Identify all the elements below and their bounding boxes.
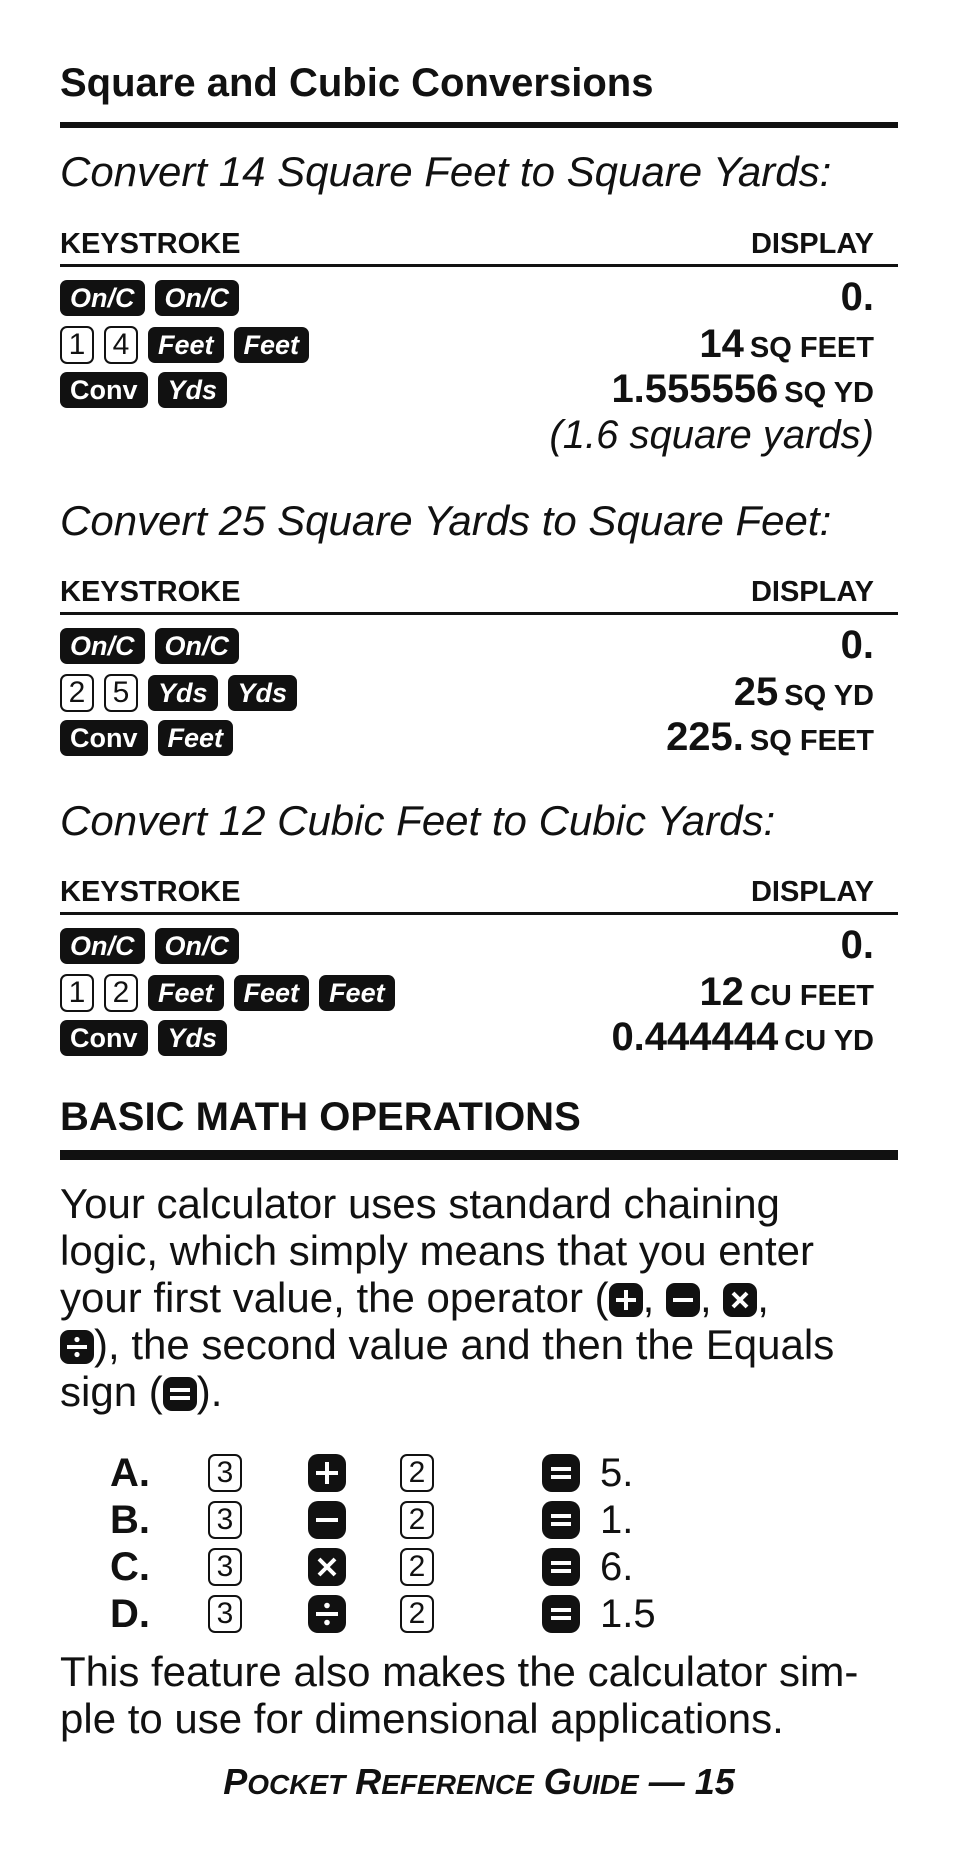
display-unit: CU YD (784, 1025, 874, 1057)
math-result: 6. (600, 1545, 634, 1589)
times-key-icon[interactable] (308, 1548, 346, 1586)
closing-paragraph (60, 1648, 898, 1742)
on-c-key[interactable]: On/C (155, 628, 240, 664)
yds-key[interactable]: Yds (148, 675, 218, 711)
feet-key[interactable]: Feet (234, 975, 310, 1011)
keystroke-header: KEYSTROKE (60, 576, 241, 608)
paragraph-line: Your calculator uses standard chaining (60, 1180, 780, 1227)
display-value: 25 (733, 670, 779, 714)
conv-key[interactable]: Conv (60, 1020, 148, 1056)
equals-key-icon[interactable] (542, 1548, 580, 1586)
math-example-row (60, 1544, 898, 1590)
on-c-key[interactable]: On/C (155, 928, 240, 964)
on-c-key[interactable]: On/C (60, 928, 145, 964)
display-unit: CU FEET (749, 980, 874, 1012)
display-row (699, 321, 874, 367)
keystroke-header: KEYSTROKE (60, 876, 241, 908)
display-value: 0. (840, 923, 874, 967)
digit-key[interactable]: 3 (208, 1454, 242, 1492)
equals-key-icon[interactable] (542, 1501, 580, 1539)
keystroke-row (60, 973, 395, 1013)
feet-key[interactable]: Feet (319, 975, 395, 1011)
digit-key[interactable]: 1 (60, 974, 94, 1012)
display-value: 0. (840, 275, 874, 319)
paragraph-line: ), the second value and then the Equals (60, 1321, 898, 1368)
feet-key[interactable]: Feet (158, 720, 234, 756)
plus-key-icon[interactable] (308, 1454, 346, 1492)
example-title-3: Convert 12 Cubic Feet to Cubic Yards: (60, 797, 776, 844)
keystroke-row (60, 370, 227, 410)
page-number: — 15 (648, 1761, 735, 1802)
display-unit: SQ FEET (749, 332, 874, 364)
feet-key[interactable]: Feet (148, 327, 224, 363)
keystroke-row (60, 626, 239, 666)
divider (60, 264, 898, 267)
feet-key[interactable]: Feet (148, 975, 224, 1011)
keystroke-row (60, 278, 239, 318)
conv-key[interactable]: Conv (60, 372, 148, 408)
display-row (666, 714, 874, 760)
divide-key-icon[interactable] (308, 1595, 346, 1633)
equals-key-icon (163, 1377, 197, 1411)
display-value: 1.555556 (611, 367, 779, 411)
digit-key[interactable]: 5 (104, 674, 138, 712)
example-title-2: Convert 25 Square Yards to Square Feet: (60, 497, 832, 544)
math-example-row (60, 1450, 898, 1496)
display-row (841, 922, 874, 968)
section-title: Square and Cubic Conversions (60, 61, 654, 105)
equals-key-icon[interactable] (542, 1454, 580, 1492)
display-header: DISPLAY (750, 876, 874, 908)
paragraph-line: sign ( ). (60, 1368, 223, 1415)
keystroke-row (60, 926, 239, 966)
digit-key[interactable]: 4 (104, 326, 138, 364)
digit-key[interactable]: 2 (60, 674, 94, 712)
keystroke-row (60, 325, 309, 365)
keystroke-row (60, 673, 297, 713)
divider (60, 122, 898, 128)
paragraph-line: logic, which simply means that you enter (60, 1227, 815, 1274)
digit-key[interactable]: 2 (400, 1548, 434, 1586)
display-row (611, 1014, 874, 1060)
yds-key[interactable]: Yds (158, 1020, 228, 1056)
divider (60, 912, 898, 915)
example-letter: B. (110, 1498, 150, 1542)
intro-paragraph (60, 1180, 898, 1415)
display-row (699, 969, 874, 1015)
display-unit: SQ FEET (749, 725, 874, 757)
digit-key[interactable]: 2 (400, 1595, 434, 1633)
on-c-key[interactable]: On/C (60, 628, 145, 664)
display-header: DISPLAY (750, 228, 874, 260)
display-row (841, 274, 874, 320)
times-key-icon (723, 1283, 757, 1317)
display-row (734, 669, 874, 715)
display-note (549, 412, 874, 458)
math-example-row (60, 1591, 898, 1637)
digit-key[interactable]: 1 (60, 326, 94, 364)
digit-key[interactable]: 3 (208, 1501, 242, 1539)
paragraph-line: This feature also makes the calculator sim- (60, 1648, 859, 1695)
yds-key[interactable]: Yds (158, 372, 228, 408)
math-example-row (60, 1497, 898, 1543)
display-value: 14 (699, 322, 744, 366)
display-header: DISPLAY (750, 576, 874, 608)
display-value: 0. (840, 623, 874, 667)
paragraph-line: ple to use for dimensional applications. (60, 1695, 784, 1742)
plus-key-icon (609, 1283, 643, 1317)
minus-key-icon (666, 1283, 700, 1317)
yds-key[interactable]: Yds (228, 675, 298, 711)
feet-key[interactable]: Feet (234, 327, 310, 363)
digit-key[interactable]: 2 (104, 974, 138, 1012)
keystroke-header: KEYSTROKE (60, 228, 241, 260)
example-letter: D. (110, 1592, 150, 1636)
divider (60, 612, 898, 615)
math-result: 5. (600, 1451, 634, 1495)
example-letter: C. (110, 1545, 150, 1589)
math-result: 1. (600, 1498, 634, 1542)
display-note-text: (1.6 square yards) (549, 413, 874, 457)
keystroke-row (60, 1018, 227, 1058)
on-c-key[interactable]: On/C (155, 280, 240, 316)
section-title: BASIC MATH OPERATIONS (60, 1095, 581, 1139)
divide-key-icon (60, 1330, 94, 1364)
display-value: 0.444444 (611, 1015, 779, 1059)
example-letter: A. (110, 1451, 150, 1495)
display-unit: SQ YD (784, 680, 874, 712)
on-c-key[interactable]: On/C (60, 280, 145, 316)
display-row (611, 366, 874, 412)
display-row (841, 622, 874, 668)
paragraph-line: your first value, the operator ( , , , (60, 1274, 769, 1321)
digit-key[interactable]: 3 (208, 1595, 242, 1633)
keystroke-row (60, 718, 233, 758)
equals-key-icon[interactable] (542, 1595, 580, 1633)
conv-key[interactable]: Conv (60, 720, 148, 756)
display-unit: SQ YD (784, 377, 874, 409)
display-value: 12 (699, 970, 744, 1014)
digit-key[interactable]: 2 (400, 1454, 434, 1492)
display-value: 225. (666, 715, 744, 759)
digit-key[interactable]: 3 (208, 1548, 242, 1586)
example-title-1: Convert 14 Square Feet to Square Yards: (60, 148, 832, 195)
divider (60, 1150, 898, 1160)
minus-key-icon[interactable] (308, 1501, 346, 1539)
digit-key[interactable]: 2 (400, 1501, 434, 1539)
page-footer: POCKET REFERENCE GUIDE — 15 (223, 1761, 735, 1802)
math-result: 1.5 (600, 1592, 656, 1636)
